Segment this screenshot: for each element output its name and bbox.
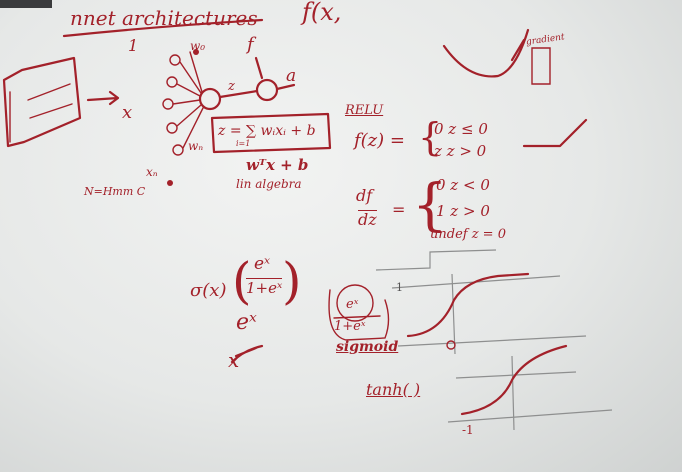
relu-case-2: z z > 0 <box>434 142 487 160</box>
activation-node <box>257 80 277 100</box>
nodes-label: N=Hmm C <box>84 185 146 198</box>
tanh-curve <box>462 346 566 414</box>
sum-formula: z = ∑ wᵢxᵢ + b <box>218 123 316 139</box>
data-matrix-sketch <box>4 58 80 146</box>
vector-caption: lin algebra <box>236 177 302 191</box>
sum-node <box>200 89 220 109</box>
sigmoid-box-denominator: 1+eˣ <box>334 319 366 334</box>
input-arrow <box>88 92 118 104</box>
sigmoid-name: sigmoid <box>336 339 399 355</box>
tanh-tick: -1 <box>462 423 474 437</box>
scratch-x: x <box>228 348 240 372</box>
matrix-row-2 <box>30 104 72 118</box>
derivative-bottom: dz <box>358 210 377 229</box>
sigmoid-curve <box>408 274 528 336</box>
weight-n-label: wₙ <box>188 139 204 153</box>
tanh-name: tanh( ) <box>366 380 421 399</box>
derivative-top: df <box>356 186 373 205</box>
output-a-label: a <box>286 66 297 86</box>
relu-case-1: 0 z ≤ 0 <box>434 120 488 138</box>
matrix-row-1 <box>28 84 70 100</box>
sigmoid-box-divider <box>334 316 380 318</box>
sigmoid-formula: σ(x) <box>190 280 227 301</box>
step-axis <box>376 250 496 270</box>
sigmoid-paren-left: ( <box>232 252 252 310</box>
derivative-brace: { <box>412 173 448 238</box>
relu-curve <box>524 120 586 146</box>
edge-4 <box>177 105 201 126</box>
relu-name: RELU <box>345 103 384 118</box>
gradient-note: gradient <box>525 32 566 48</box>
f-arrow <box>256 58 262 78</box>
input-x-label: x <box>122 102 133 123</box>
sigmoid-origin <box>447 341 455 349</box>
node-z-label: z <box>228 79 235 94</box>
sigmoid-box-numerator: eˣ <box>346 297 359 312</box>
input-node-2 <box>167 77 177 87</box>
derivative-case-3: undef z = 0 <box>430 227 506 242</box>
relu-lhs: f(z) = <box>354 130 405 151</box>
input-n-label: xₙ <box>146 165 158 179</box>
title-partial: f(x, <box>302 0 342 26</box>
derivative-case-2: 1 z > 0 <box>436 202 490 220</box>
tanh-axis <box>512 356 514 430</box>
sigmoid-grid-bottom <box>398 336 586 346</box>
sum-index: i=1 <box>236 139 251 148</box>
derivative-case-1: 0 z < 0 <box>436 176 490 194</box>
sigmoid-numerator: eˣ <box>254 254 271 274</box>
page-title: nnet architectures <box>70 6 258 30</box>
relu-brace: { <box>418 115 443 159</box>
input-one-label: 1 <box>128 36 139 55</box>
vector-formula: wᵀx + b <box>246 156 309 174</box>
xn-dot <box>167 180 173 186</box>
input-node-1 <box>170 55 180 65</box>
input-node-4 <box>167 123 177 133</box>
sigmoid-denominator: 1+eˣ <box>246 279 283 297</box>
sigmoid-tick: 1 <box>396 281 403 294</box>
exp-term: eˣ <box>236 310 257 335</box>
input-node-3 <box>163 99 173 109</box>
input-node-5 <box>173 145 183 155</box>
output-f-label: f <box>247 34 254 55</box>
derivative-equals: = <box>392 200 406 219</box>
bias-weight-label: w₀ <box>190 39 206 53</box>
sigmoid-paren-right: ) <box>282 252 302 310</box>
edge-3 <box>173 100 200 104</box>
node-to-activation <box>220 91 257 97</box>
gradient-box <box>532 48 550 84</box>
